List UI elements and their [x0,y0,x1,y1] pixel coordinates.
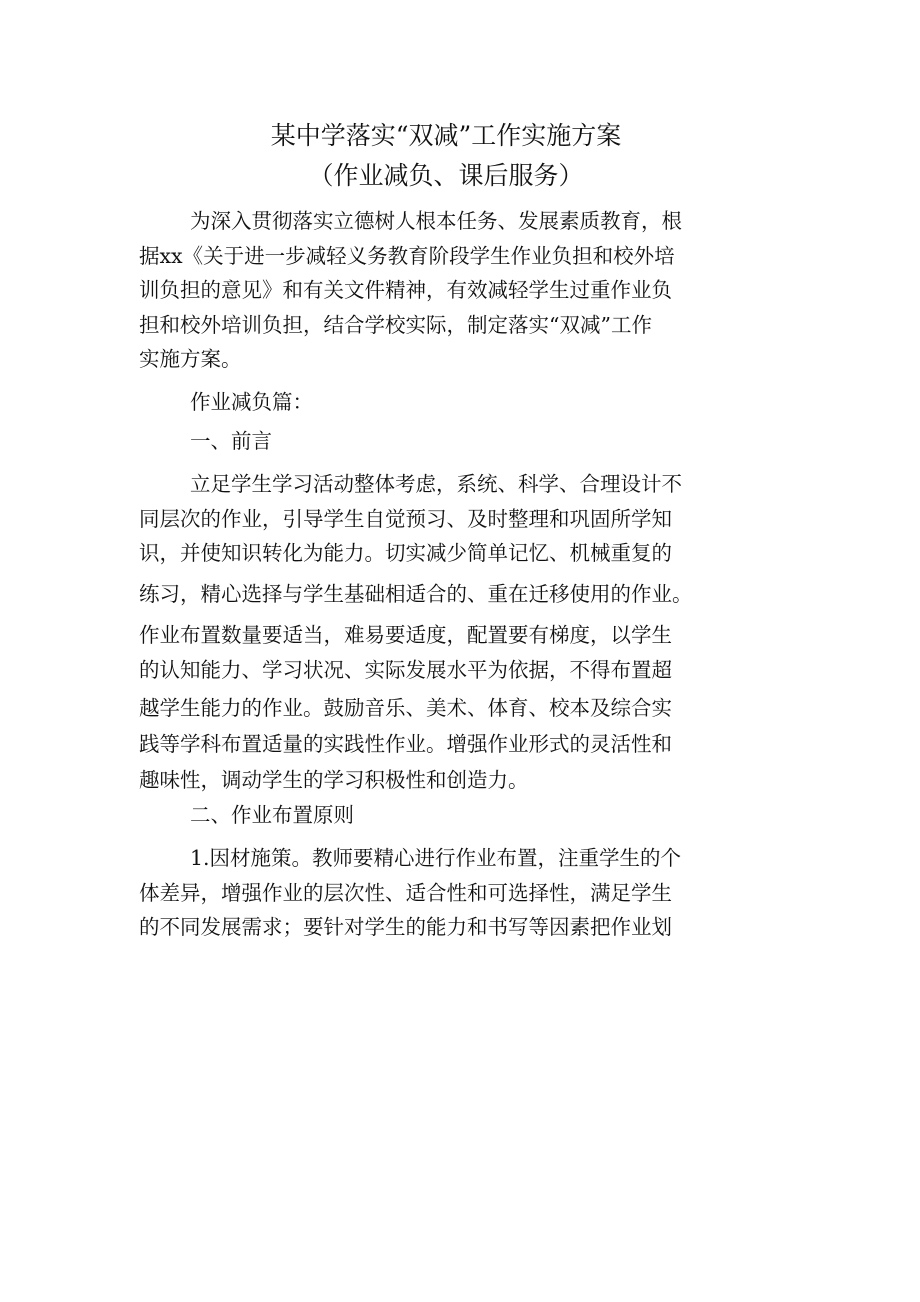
body-line: 越学生能力的作业。鼓励音乐、美术、体育、校本及综合实 [139,696,672,720]
intro-line: 为深入贯彻落实立德树人根本任务、发展素质教育，根 [190,209,682,233]
body-line: 的不同发展需求；要针对学生的能力和书写等因素把作业划 [139,915,672,939]
body-line: 的认知能力、学习状况、实际发展水平为依据，不得布置超 [139,658,672,682]
body-line: 践等学科布置适量的实践性作业。增强作业形式的灵活性和 [139,732,672,756]
body-line: 同层次的作业，引导学生自觉预习、及时整理和巩固所学知 [139,507,672,531]
body-line: 作业布置数量要适当，难易要适度，配置要有梯度，以学生 [139,623,672,647]
part-heading: 作业减负篇： [190,390,313,414]
body-line: 立足学生学习活动整体考虑，系统、科学、合理设计不 [190,472,682,496]
intro-line: 训负担的意见》和有关文件精神，有效减轻学生过重作业负 [139,278,672,302]
intro-line: 据xx《关于进一步减轻义务教育阶段学生作业负担和校外培 [139,244,675,268]
body-line: 识，并使知识转化为能力。切实减少简单记忆、机械重复的 [139,541,672,565]
section-heading: 二、作业布置原则 [190,803,354,827]
body-line: 练习，精心选择与学生基础相适合的、重在迁移使用的作业。 [139,582,693,606]
body-line: 趣味性，调动学生的学习积极性和创造力。 [139,768,529,792]
body-line: 1.因材施策。教师要精心进行作业布置，注重学生的个 [190,846,682,870]
intro-line: 担和校外培训负担，结合学校实际，制定落实“双减”工作 [139,313,652,337]
document-subtitle: （作业减负、课后服务） [308,161,584,190]
section-heading: 一、前言 [190,429,272,453]
intro-line: 实施方案。 [139,347,242,371]
body-line: 体差异，增强作业的层次性、适合性和可选择性，满足学生 [139,881,672,905]
document-title: 某中学落实“双减”工作实施方案 [270,121,622,150]
